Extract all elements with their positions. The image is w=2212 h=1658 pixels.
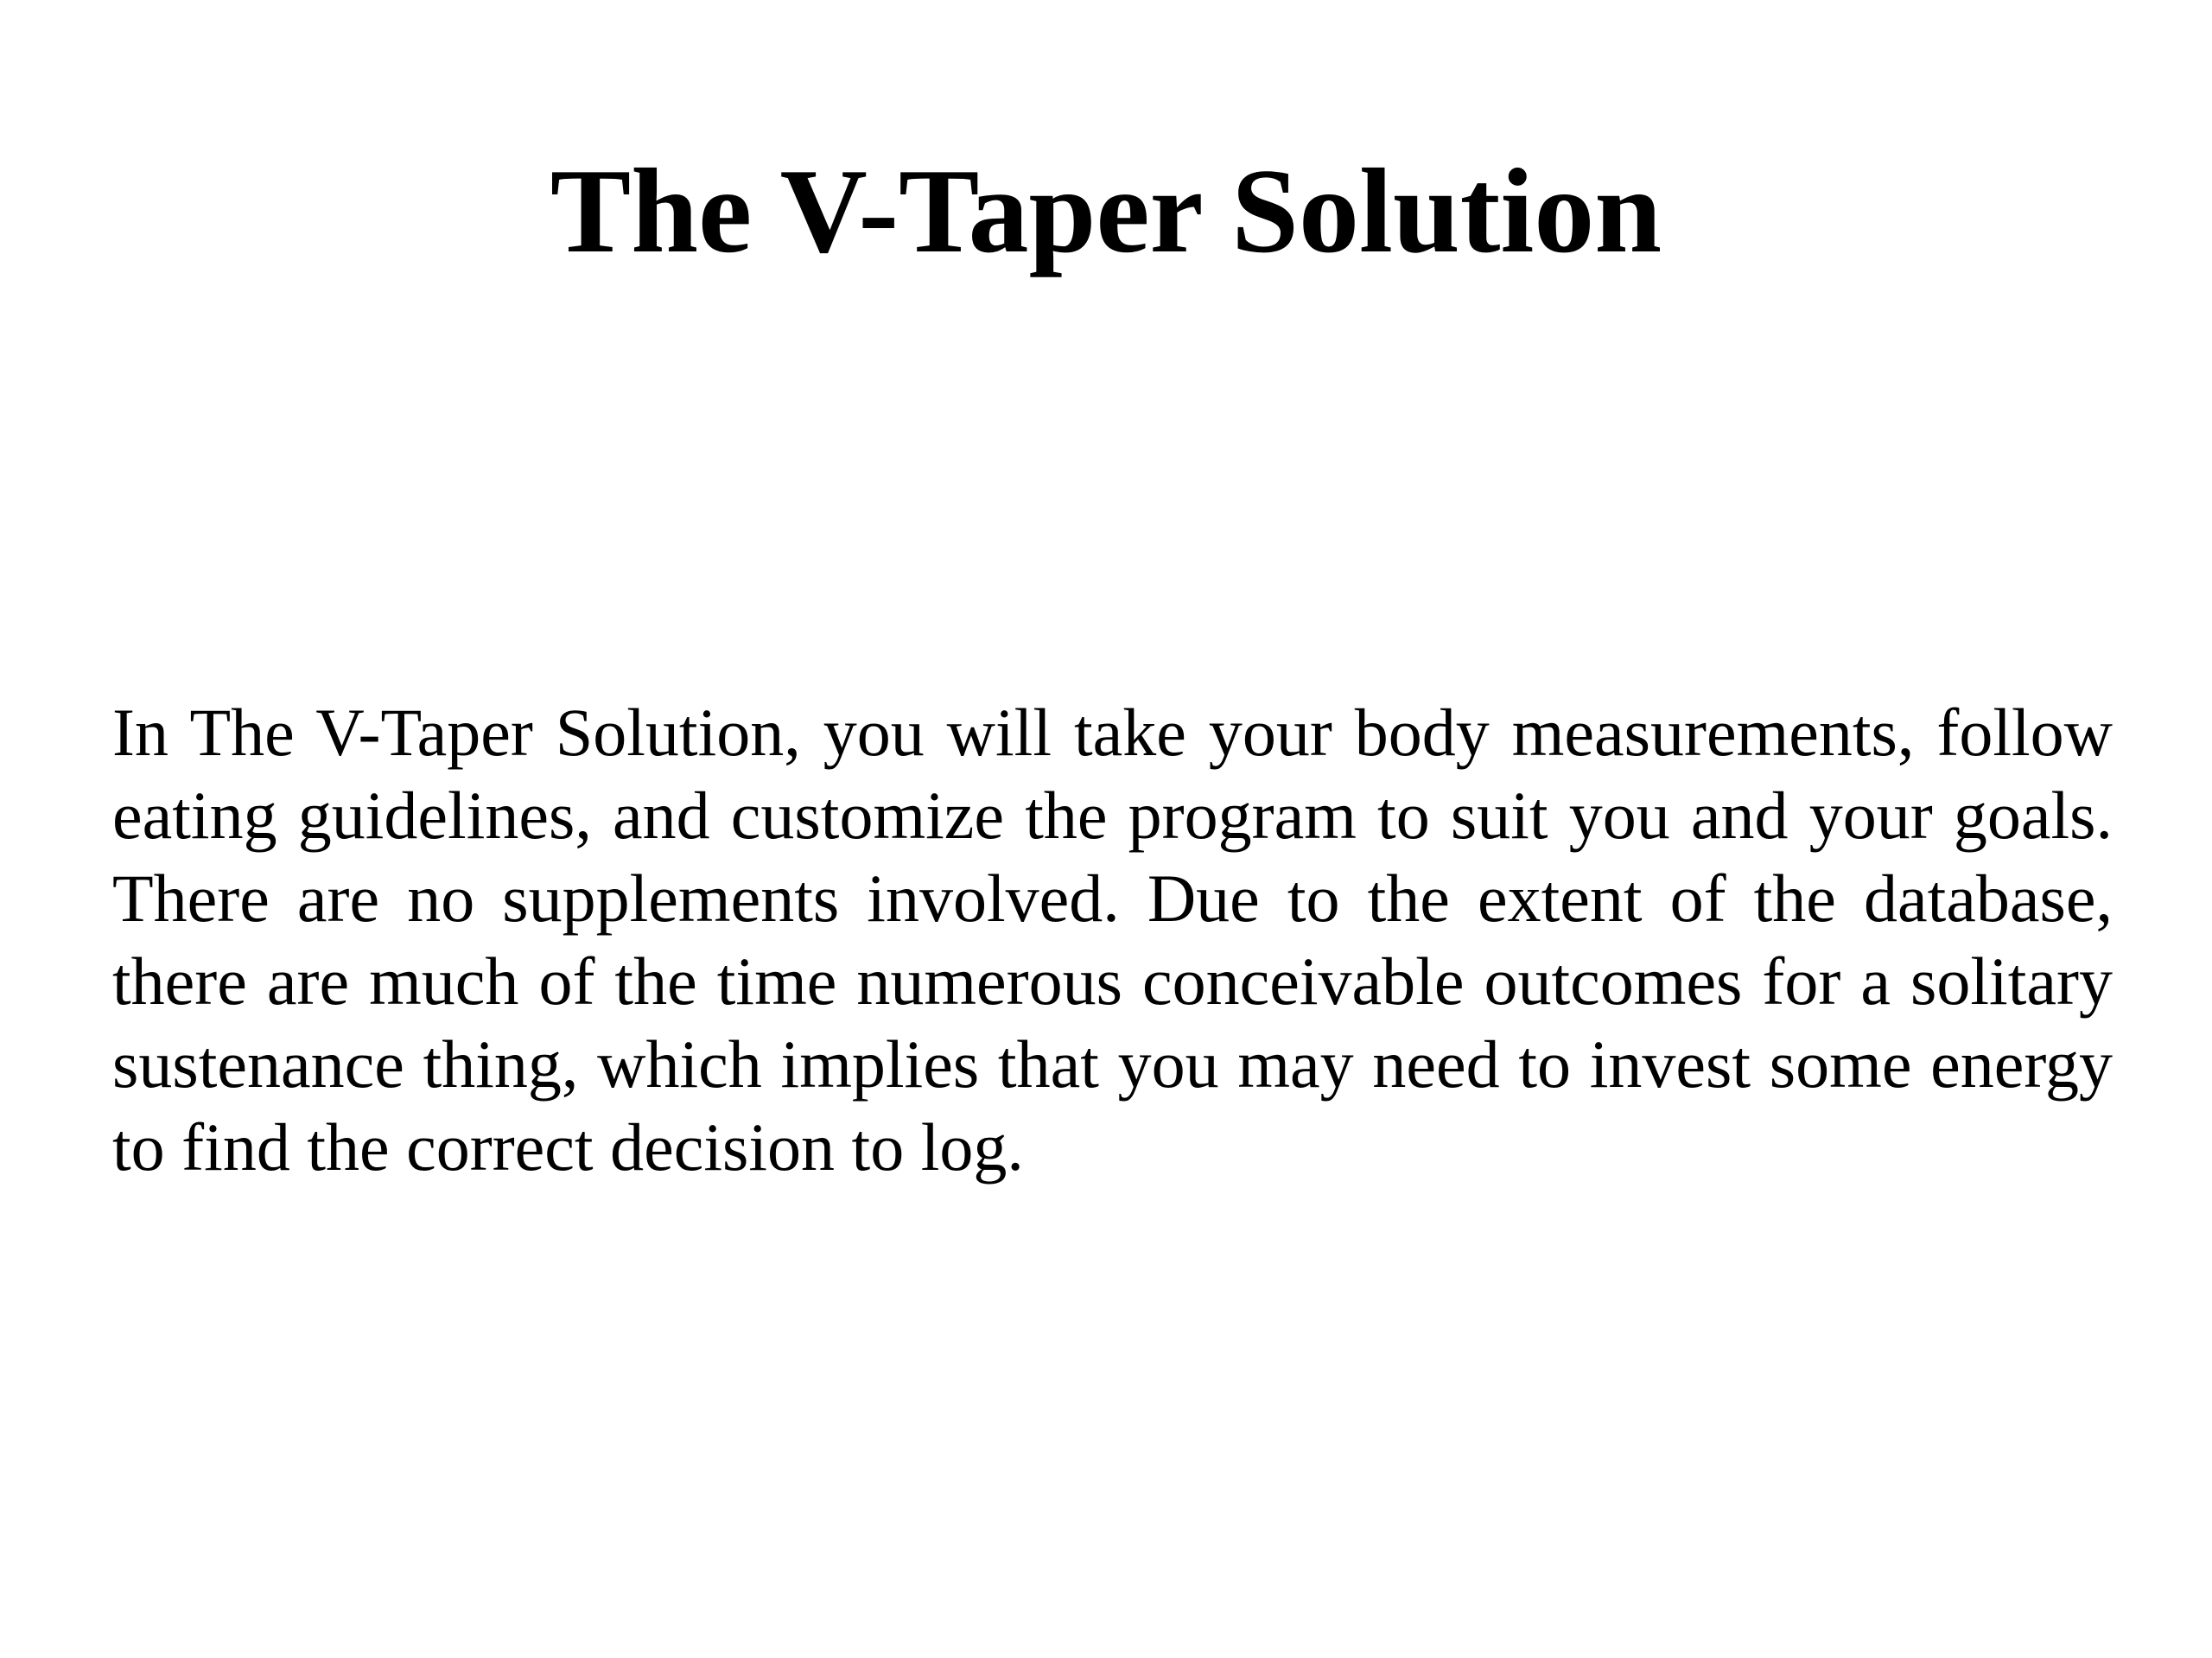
slide-title: The V-Taper Solution [550, 144, 1662, 278]
slide-body-text: In The V-Taper Solution, you will take your body measurements, follow eating guidelines, and customize the program to suit you and your goals. There are no supplements involved. Due to the extent of the database, there are much of the time numerous conceivable outcomes for a solitary sustenance thing, which implies that you may need to invest some energy to find the correct decision to log. [112, 695, 2113, 1185]
